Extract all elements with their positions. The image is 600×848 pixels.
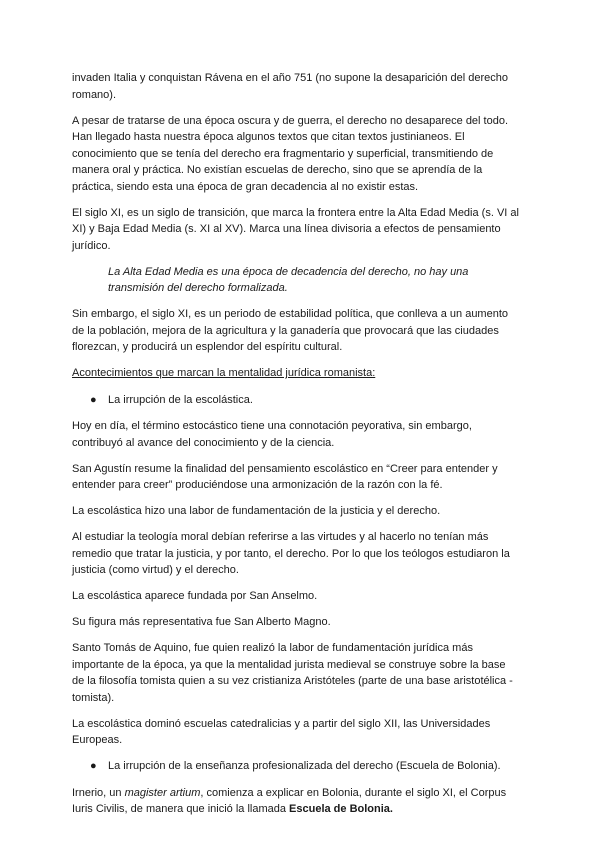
paragraph: Su figura más representativa fue San Alberto Magno. — [72, 616, 331, 628]
paragraph: invaden Italia y conquistan Rávena en el año 751 (no supone la desaparición del derecho romano). — [72, 72, 509, 101]
bullet-item — [90, 758, 520, 775]
paragraph: Al estudiar la teología moral debían referirse a las virtudes y al hacerlo no tenían más remedio que tratar la justicia, y por tanto, el derecho. Por lo que los teólogos estudiaron la justicia (como virtud) y el derecho. — [72, 531, 510, 576]
bullet-text: La irrupción de la escolástica. — [108, 393, 253, 406]
paragraph: La escolástica dominó escuelas catedralicias y a partir del siglo XII, las Universidades Europeas. — [72, 717, 491, 746]
italic-term: magister artium — [124, 786, 201, 799]
bold-term: Escuela de Bolonia. — [289, 803, 393, 815]
paragraph: Santo Tomás de Aquino, fue quien realizó la labor de fundamentación jurídica más importante de la época, ya que la mentalidad jurista medieval se construye sobre la base de la filosofía tomista quien a su vez cristianiza Aristóteles (parte de una base aristotélica - tomista). — [72, 642, 513, 704]
paragraph: Hoy en día, el término estocástico tiene una connotación peyorativa, sin embargo, contribuyó al avance del conocimiento y de la ciencia. — [72, 420, 472, 449]
section-heading: Acontecimientos que marcan la mentalidad jurídica romanista: — [72, 367, 376, 379]
bullet-icon: ● — [90, 760, 97, 772]
bullet-text: La irrupción de la enseñanza profesionalizada del derecho (Escuela de Bolonia). — [108, 760, 501, 772]
paragraph: A pesar de tratarse de una época oscura y de guerra, el derecho no desaparece del todo. Han llegado hasta nuestra época algunos textos que citan textos justinianeos. El conocimiento que se tenía del derecho era fragmentario y superficial, transmitiendo de manera oral y práctica. No existían escuelas de derecho, sino que se aprendía de la práctica, siendo esta una época de gran decadencia al no existir estas. — [72, 114, 509, 193]
bullet-icon: ● — [90, 393, 97, 406]
paragraph: La escolástica hizo una labor de fundamentación de la justicia y el derecho. — [72, 505, 441, 517]
text-run: Irnerio, un — [72, 786, 125, 799]
paragraph: El siglo XI, es un siglo de transición, que marca la frontera entre la Alta Edad Media (s. VI al XI) y Baja Edad Media (s. XI al XV). Marca una línea divisoria a efectos de pensamiento jurídico. — [72, 206, 519, 252]
quote-paragraph: La Alta Edad Media es una época de decadencia del derecho, no hay una transmisión del derecho formalizada. — [108, 265, 469, 294]
document-body — [72, 70, 520, 827]
paragraph: Sin embargo, el siglo XI, es un periodo de estabilidad política, que conlleva a un aumento de la población, mejora de la agricultura y la ganadería que provocará que las ciudades florezcan, y producirá un esplendor del espíritu cultural. — [72, 308, 509, 353]
paragraph: San Agustín resume la finalidad del pensamiento escolástico en “Creer para entender y entender para creer” produciéndose una armonización de la razón con la fé. — [72, 462, 498, 491]
paragraph — [72, 785, 520, 818]
bullet-item — [90, 392, 520, 409]
text-run: , comienza a explicar en Bolonia, durante el siglo XI, el Corpus Iuris Civilis, de manera que inició la llamada — [72, 786, 507, 815]
paragraph: La escolástica aparece fundada por San Anselmo. — [72, 590, 318, 602]
